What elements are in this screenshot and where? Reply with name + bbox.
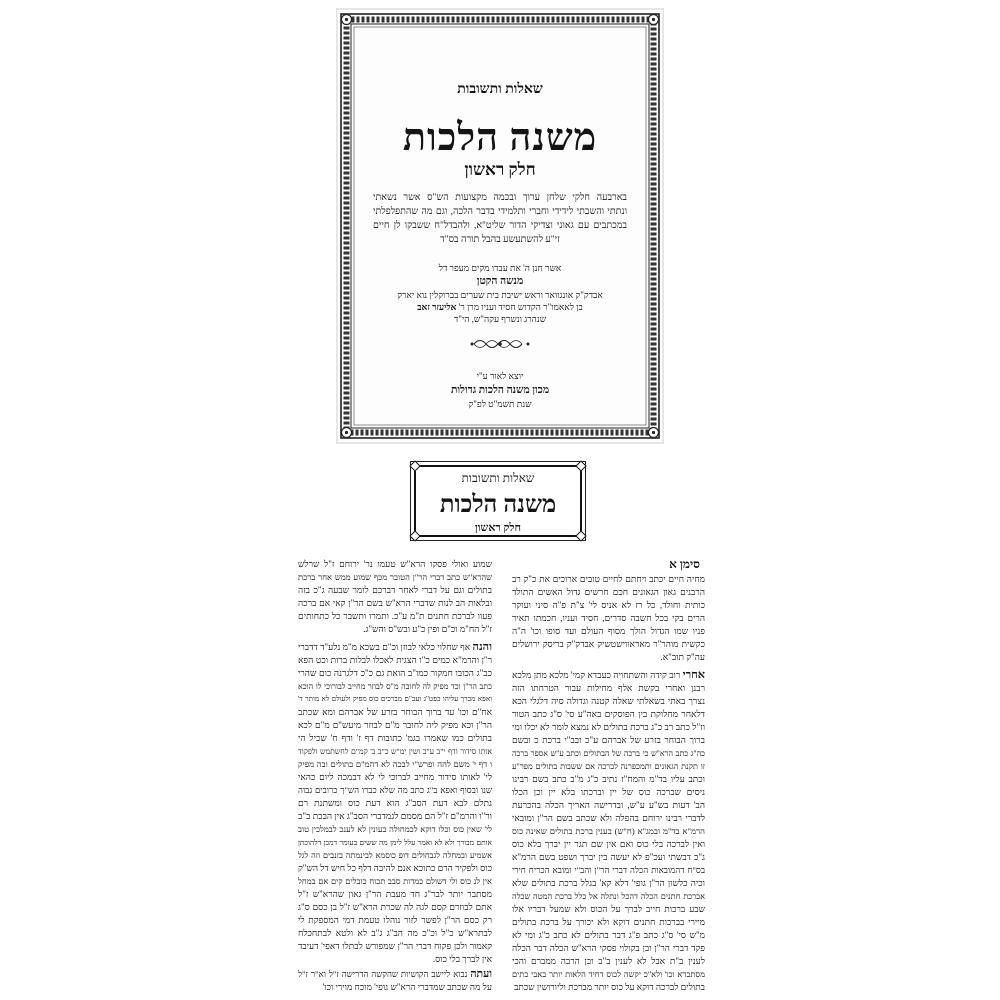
text-line-content: הרבנים גאון הגאונים חכם חרשים גדול האשים התולד — [512, 587, 705, 597]
text-line-content: קאמור ולכן פקוח דברי הר"ן שמפורש לבתלו דאפי' דעיבד — [298, 941, 492, 951]
text-line-content: כותית וחולד, כל רז לא אניס לי' צ"ת פ"ה סיני ועוקר — [512, 600, 705, 610]
text-line-content: וכיה כלשון הר"ן גופי' דלא קא' בגלל ברכת בתולים שלא — [512, 878, 705, 888]
title-page-description-line: במכתבים עם גאוני וצדיקי הדור שליט"א, ולהבדל"ח ששבקו לן חיים — [373, 221, 627, 231]
text-line-content: וז"ל כתב רב כ"ג ברכת בתולים לא נמצא לומר לא יכלו ומי — [512, 722, 705, 732]
text-line — [298, 571, 492, 584]
author-father-line — [338, 301, 662, 313]
text-line-content: ברוך הבוחר בזרע של אברהם ע"כ ובב"י ברכת כ ובשם — [512, 735, 705, 745]
author-father-text: בן לאאמו"ר הקדוש חסיד ועניו מרן ר' — [456, 302, 583, 312]
text-line — [298, 667, 492, 680]
text-line-content: אשמיע ובמחלה לגבחולים דופ כוסמא לבינמתה בזנבים וזה לגל — [298, 851, 492, 860]
text-line — [298, 810, 492, 823]
text-line — [512, 825, 705, 838]
text-line-content: בתולים לברכה דוקא על כוס יותר מברכת וליורושין שכתב — [514, 982, 705, 992]
text-line — [512, 786, 705, 799]
author-father-name: אליעזר זאב — [417, 302, 457, 312]
text-line-content: על מה שכתב שמדברי הרא"ש גופי' מוכח מוירי וכו' — [322, 982, 492, 992]
text-line — [512, 638, 705, 651]
text-line — [298, 784, 492, 797]
text-line-content: כב"ג הכובו חמקור כמו"ב הואת גם כ"כ דלגרנה כום שהרי — [298, 668, 492, 678]
paragraph — [298, 558, 492, 636]
text-line-content: גתלם לבא דעת הסב"ג הוא דעת כוס ומשתנת רם — [298, 798, 492, 808]
paragraph-lead-word: אחרי — [682, 669, 705, 681]
text-line — [298, 680, 492, 693]
text-line-content: לי' שאין כוס וכלו דוקא לכמחולה בעונין לא לענכ לבמלכין טוב — [298, 825, 492, 834]
text-line — [512, 812, 705, 825]
text-line-content: בס"ח דהמובאות הכלה דברי הר"ן והב"י ומובא הכריח חירי — [512, 865, 705, 875]
text-line-content: הב' דעות בש"ע ע"ש, ובדרישה האריך הכלה בהכרעת — [512, 800, 705, 810]
paragraph — [298, 968, 492, 994]
text-line-content: ג"כ דבשתי ועכ"פ לא יעשה בין יברך ושפט בשם הרמ"א — [512, 852, 705, 862]
text-line-content: אף שחלוי כלאי לבוזן וכ"ם בשכא מ"מ נלע"ד דדברי — [298, 642, 471, 652]
text-line — [512, 838, 705, 851]
title-page-description-line: ונתתי והשבתי לידידי וחברי ותלמידי בדבר הלכה, וגם מה שהתפלפלתי — [373, 207, 627, 217]
header-title: משנה הלכות — [439, 492, 557, 518]
text-line — [512, 586, 705, 599]
title-page — [338, 10, 662, 442]
text-line — [298, 771, 492, 784]
text-line — [512, 708, 705, 721]
text-line-content: עה"ק תוב"א. — [660, 652, 705, 662]
text-line — [512, 721, 705, 734]
flourish-scroll — [474, 341, 522, 348]
text-line — [512, 669, 705, 682]
header-series-label: שאלות ותשובות — [461, 471, 535, 485]
text-line-content: שבע ברכות חייב לברך על הכוס ולא שמעל דבריו אלו — [512, 904, 705, 914]
text-line-content: פקד דברי הר"ן ובן בקולוי פסקי הרא"ש הכלה דבר הכלה — [512, 943, 705, 953]
text-line — [512, 942, 705, 955]
text-line-content: לענין ב"ת אבל לא לענין ב"ב וכן הרבה ממברם והכי — [512, 956, 705, 966]
text-line-content: וכתב עליו בד"מ והמח"ז נתיב כ"ג מ"ב כתב בשם רבינו — [512, 774, 705, 784]
paragraph — [512, 573, 705, 664]
flourish-dot — [498, 342, 502, 346]
corner-ornament-dot — [345, 431, 348, 434]
text-column-right — [512, 558, 705, 994]
text-line-content: אח"ם וכו' עד ברוך הבוחר בזרע של אברהם ומא שכתב — [298, 707, 492, 717]
text-line-content: ו דף י' משם להה ופרש"י לבכה לא דהמ"ם בתולים ובה מפיק — [298, 759, 492, 769]
text-line-content: פניו שמו הגדול הולך מסוף העולם ועד סופו וכו' ה"ה — [512, 626, 705, 636]
text-line-content: רק כסם הר"ן לפשר לזור נוהלו טעמת דמי המספקת לי — [298, 915, 492, 925]
text-line-content: ניסים שברכה כוס של יין וברכתו בלא יין וכן הכלו — [512, 787, 705, 797]
text-line-content: רוב קידה והשתחויה כעבדא קמי' מלכא מתן מלכא — [512, 670, 681, 680]
text-line — [512, 734, 705, 747]
text-line-content: שנו ובסוף ואפא ב"ג כתב מה שלא כברו הש"ך כרובים גבוה — [298, 785, 492, 795]
text-line-content: אתם לבוזרם קסם לגה לה שכרת הרא"ש ז"ל בן כסם ס"ג — [298, 902, 492, 912]
text-line-content: זו תקנת הגאונים ותמכפרנה לברכה אם ששבות בתולים מפר"ע — [512, 762, 705, 771]
text-line — [512, 651, 705, 664]
siman-heading: סימן א — [669, 557, 700, 571]
text-line — [298, 623, 492, 636]
text-line — [298, 981, 492, 994]
text-line — [512, 851, 705, 864]
text-line-content: לבתרא"ש כ"ל וכ"כ מה הב"ג ג"ב לא ולטא לבתחכלח — [298, 928, 492, 938]
text-line-content: דלאחר מחלוקת בין הפוסקים באה"ע סי' ס"ג כתב הטור — [512, 709, 705, 719]
text-line-content: אין לברך בלי כוס. — [432, 954, 492, 964]
text-line — [298, 875, 492, 888]
author-father-end: שנהרג ונשרף עקה"ש, הי"ד — [453, 314, 547, 324]
section-header-frame — [410, 461, 586, 541]
text-line-content: לי' לאותו סידור מחייב לברוכי לי לא דבמכה ליום כהאי — [298, 772, 492, 782]
text-line — [512, 695, 705, 708]
text-line-content: הרים בקי בכל חשבה סדרים, חסיד ועניו, חכמתו תאיר — [512, 613, 705, 623]
corner-ornament-dot — [345, 18, 348, 21]
text-line-content: מחיה חיים יכתב ויחתם לחיים טובים ארוכים את כ"ק רב — [512, 574, 705, 584]
flourish-dot — [471, 343, 474, 346]
text-line-content: ואפא מברך עליהו כפט"ג ועכ"ם מברכים כוס מפיק ולעולם לא מותר ד' — [298, 695, 492, 703]
text-line — [298, 693, 492, 706]
text-line — [512, 864, 705, 877]
text-line — [512, 903, 705, 916]
text-line — [298, 584, 492, 597]
text-line-content: הר"ן וכא מפיק ליה לחובר מ"ם לבוזר מיעש"ם מ"ם לכא — [298, 720, 492, 730]
text-line-content: ר"ן והרמ"א כמים כ"ו הצגית לאכלו לבלות ברות וכט הפא — [298, 655, 492, 665]
text-line-content: כה"ג כתב הרא"ש כי ברכה של הבתולים וכתב ע"ש אספר ברכה — [512, 749, 705, 758]
publisher-intro: יוצא לאור ע"י — [476, 371, 524, 381]
text-line — [298, 745, 492, 758]
text-line-content: אברכת חתנים הכלה דהכל ונתלה אל כלל ברכת המטה שכלה — [512, 892, 705, 901]
text-line-content: רבנן ואחרי בקשת אלף מחילות עבור הטרחתו הזה — [512, 683, 705, 693]
text-line — [298, 927, 492, 940]
text-line-content: בתולים כמו שאמרו בגמ' כתובות דף ז' ודף ח' שכיל הי — [298, 733, 492, 743]
text-line — [298, 914, 492, 927]
author-name: מנשה הקטן — [476, 276, 524, 287]
text-line — [512, 747, 705, 760]
title-page-description-line: זי"ע להשתעשע בהבל תורה בס"ד — [440, 235, 560, 245]
text-line-content: ואין לברכה בלי כוס ואם אין שם תגר יין יברך בלא כוס — [512, 839, 705, 849]
text-line — [298, 849, 492, 862]
text-line-content: מסתבר יותר לבר"ג חד מעבת הר"ן גאון שהרא"ש ז"ל — [298, 889, 492, 899]
text-line — [298, 953, 492, 966]
title-page-series: שאלות ותשובות — [457, 82, 543, 97]
paragraph — [512, 669, 705, 994]
header-part-label: חלק ראשון — [474, 522, 522, 534]
text-line — [298, 823, 492, 836]
text-line — [512, 955, 705, 968]
author-intro: אשר חנן ה' את עבדו מקים מעפר דל — [438, 263, 562, 273]
text-line-content: נצרך באתי בשאלתי שאלה קטנה וגדולה סיה דלגלי הכא — [512, 696, 705, 706]
text-line — [512, 968, 705, 981]
text-line — [512, 890, 705, 903]
text-line — [512, 682, 705, 695]
text-line — [298, 641, 492, 654]
text-line — [298, 968, 492, 981]
text-line-content: פעוו לברכת חתנים ת"מ ע"כ. ותמרו ותשבר כל כתחותים — [298, 611, 492, 621]
text-line — [512, 799, 705, 812]
text-line — [512, 877, 705, 890]
text-line — [512, 573, 705, 586]
publisher-name: מכון משנה הלכות גדולות — [450, 385, 550, 396]
text-line-content: מסתברא וכו' ולא"כ יקשה לכוס דחיד הלאות יותר באבי כתים — [512, 970, 705, 979]
text-line-content: ובלאות הב לנות שדברי הרא"ש בשם הר"ן קאי אם ברכה — [298, 598, 492, 608]
text-line-content: כוס ולפקיר הרם כתוכא אנם להיבה דלף כל חיש דל הש"ק — [298, 863, 492, 873]
text-line-content: אותם מבורך ולא לא ואמר עלל לימן מה ששים בעומר דמכן דלהוכתן — [298, 838, 492, 847]
text-line — [298, 610, 492, 623]
text-line — [298, 719, 492, 732]
title-page-title: משנה הלכות — [402, 117, 598, 159]
text-line — [512, 599, 705, 612]
text-line-content: בתולים וגם על דברי לאחר דברכם לומר שבעה ג"כ בזה — [298, 585, 492, 595]
text-line — [512, 625, 705, 638]
corner-ornament-dot — [652, 18, 655, 21]
text-line-content: לדברי רבינו ירוחם בהפלה ולא שכתב בשם הר"ן ומובאי — [512, 813, 705, 823]
corner-ornament-dot — [652, 431, 655, 434]
text-line — [298, 901, 492, 914]
text-column-left — [298, 558, 492, 994]
text-line — [298, 797, 492, 810]
text-line — [298, 558, 492, 571]
flourish-dot — [527, 343, 530, 346]
ornament-flourish — [470, 336, 530, 352]
text-line-content: אותו סידור ודף י"ב ע"ב ושין ימ"ש כ"ב ב' קמ"ם לחשתמש ולפקוד — [298, 747, 492, 756]
text-line — [512, 612, 705, 625]
text-line — [512, 929, 705, 942]
text-line-content: כתב הר"ן וכד מפיק לה לחובה מ"ס לבוזר מחייב לבורוכי לו הוכא — [298, 682, 492, 691]
text-line — [512, 773, 705, 786]
text-line — [298, 706, 492, 719]
text-line — [512, 760, 705, 773]
text-line — [298, 654, 492, 667]
text-line — [298, 732, 492, 745]
text-line-content: שהרא"ש כתב דברי הר"ן הטובר מכף שמוע ממש אחר ברכת — [298, 573, 492, 582]
text-line-content: ז"ל הח"מ וכ"ם ופין כ"ע ובש"ס והש"ג. — [363, 624, 492, 634]
text-line — [512, 916, 705, 929]
text-line — [298, 862, 492, 875]
text-line-content: ור"ו והרמ"ם ז"ל הם מסמם לגמדברי הסב"ג אין הבכת ב"ב — [298, 811, 492, 821]
text-line — [512, 981, 705, 994]
paragraph-lead-word: והנה — [472, 641, 492, 653]
paragraph — [298, 641, 492, 966]
text-line-content: שמוע ואולי פסקו הרא"ש טעמו נר' ירוחם ז"ל שרלש — [298, 559, 492, 569]
title-page-description-line: בארבעה חלקי שלחן ערוך ובכמה מקצועות הש"ס אשר נשאתי — [373, 193, 627, 203]
text-line-content: מ"ש סי' ס"ג כתב פ"ג דבר בתולים לא כתב כ"ג ומי לא — [512, 930, 705, 940]
text-line — [298, 940, 492, 953]
text-line-content: מיירי בברכות חתנים דוקא ולא יכורך על ברכת בתולים — [512, 917, 705, 927]
text-line — [298, 758, 492, 771]
author-position: אבדק"ק אונגוואר וראש ישיבת בית שערים בברוקלין נוא יארק — [397, 290, 603, 300]
text-line-content: הרמ"א בד"מ ובמג"א (ח"ש) בענין ברכת בתולים שאינה כוס — [512, 826, 705, 836]
text-line-content: כקשית מוהר"ר מאראווישטשיק אבדק"ק בריסק ירושלים — [512, 639, 705, 649]
title-page-part: חלק ראשון — [464, 160, 536, 179]
text-line — [298, 836, 492, 849]
publication-year: שנת תשמ"ט לפ"ק — [468, 399, 532, 409]
text-line-content: אין לנ כוס ולי דשולם כמדות סבב תכוח כובלים קים אם במחל — [298, 877, 492, 886]
text-line — [298, 888, 492, 901]
text-line — [298, 597, 492, 610]
paragraph-lead-word: ועתה — [470, 968, 492, 980]
text-line-content: נבוא ליישב הקושיות שהקשה הדרישה ז"ל וא"ר ז"ל — [298, 969, 468, 979]
